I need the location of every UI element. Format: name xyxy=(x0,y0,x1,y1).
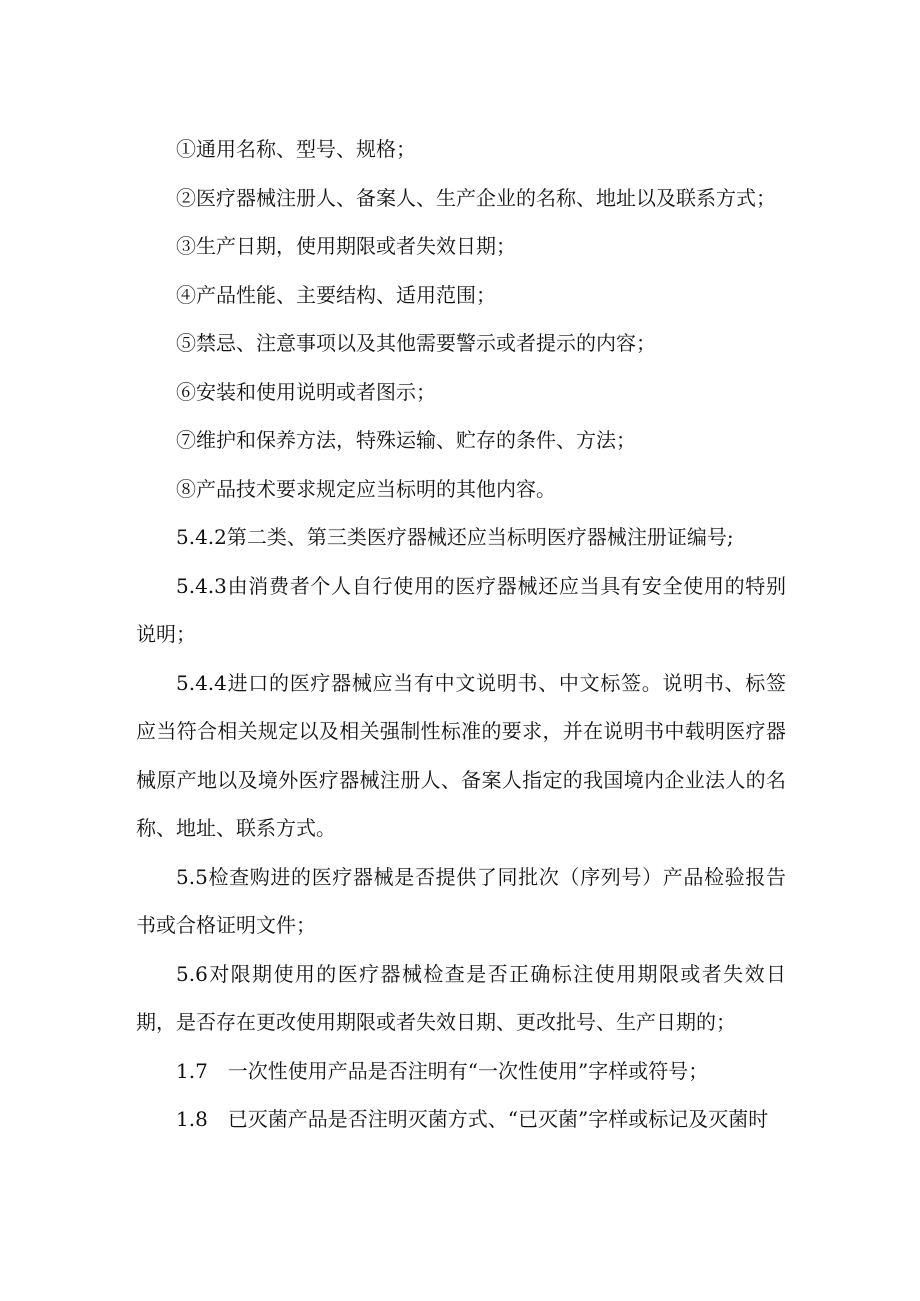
paragraph-5-4-4: 5.4.4进口的医疗器械应当有中文说明书、中文标签。说明书、标签应当符合相关规定以及相关强制性标准的要求，并在说明书中载明医疗器械原产地以及境外医疗器械注册人、备案人指定的我国境内企业法人的名称、地址、联系方式。 xyxy=(136,670,786,840)
list-item-maintenance: ⑦维护和保养方法，特殊运输、贮存的条件、方法； xyxy=(176,428,636,452)
list-item-other-content: ⑧产品技术要求规定应当标明的其他内容。 xyxy=(176,476,556,501)
list-item-registrant-info: ②医疗器械注册人、备案人、生产企业的名称、地址以及联系方式； xyxy=(176,185,776,210)
paragraph-5-6: 5.6对限期使用的医疗器械检查是否正确标注使用期限或者失效日期，是否存在更改使用期限或者失效日期、更改批号、生产日期的； xyxy=(136,961,786,1034)
list-item-performance: ④产品性能、主要结构、适用范围； xyxy=(176,282,496,307)
paragraph-5-4-2: 5.4.2第二类、第三类医疗器械还应当标明医疗器械注册证编号; xyxy=(176,525,734,549)
list-item-installation: ⑥安装和使用说明或者图示； xyxy=(176,379,436,404)
paragraph-5-4-3: 5.4.3由消费者个人自行使用的医疗器械还应当具有安全使用的特别说明； xyxy=(136,573,786,646)
paragraph-1-7: 1.7 一次性使用产品是否注明有“一次性使用”字样或符号； xyxy=(176,1058,709,1083)
list-item-general-name: ①通用名称、型号、规格； xyxy=(176,137,416,161)
document-body xyxy=(136,125,786,1144)
list-item-contraindications: ⑤禁忌、注意事项以及其他需要警示或者提示的内容； xyxy=(176,331,656,355)
list-item-production-date: ③生产日期，使用期限或者失效日期； xyxy=(176,234,516,258)
paragraph-1-8: 1.8 已灭菌产品是否注明灭菌方式、“已灭菌”字样或标记及灭菌时 xyxy=(176,1107,769,1131)
paragraph-5-5: 5.5检查购进的医疗器械是否提供了同批次（序列号）产品检验报告书或合格证明文件； xyxy=(136,864,786,937)
